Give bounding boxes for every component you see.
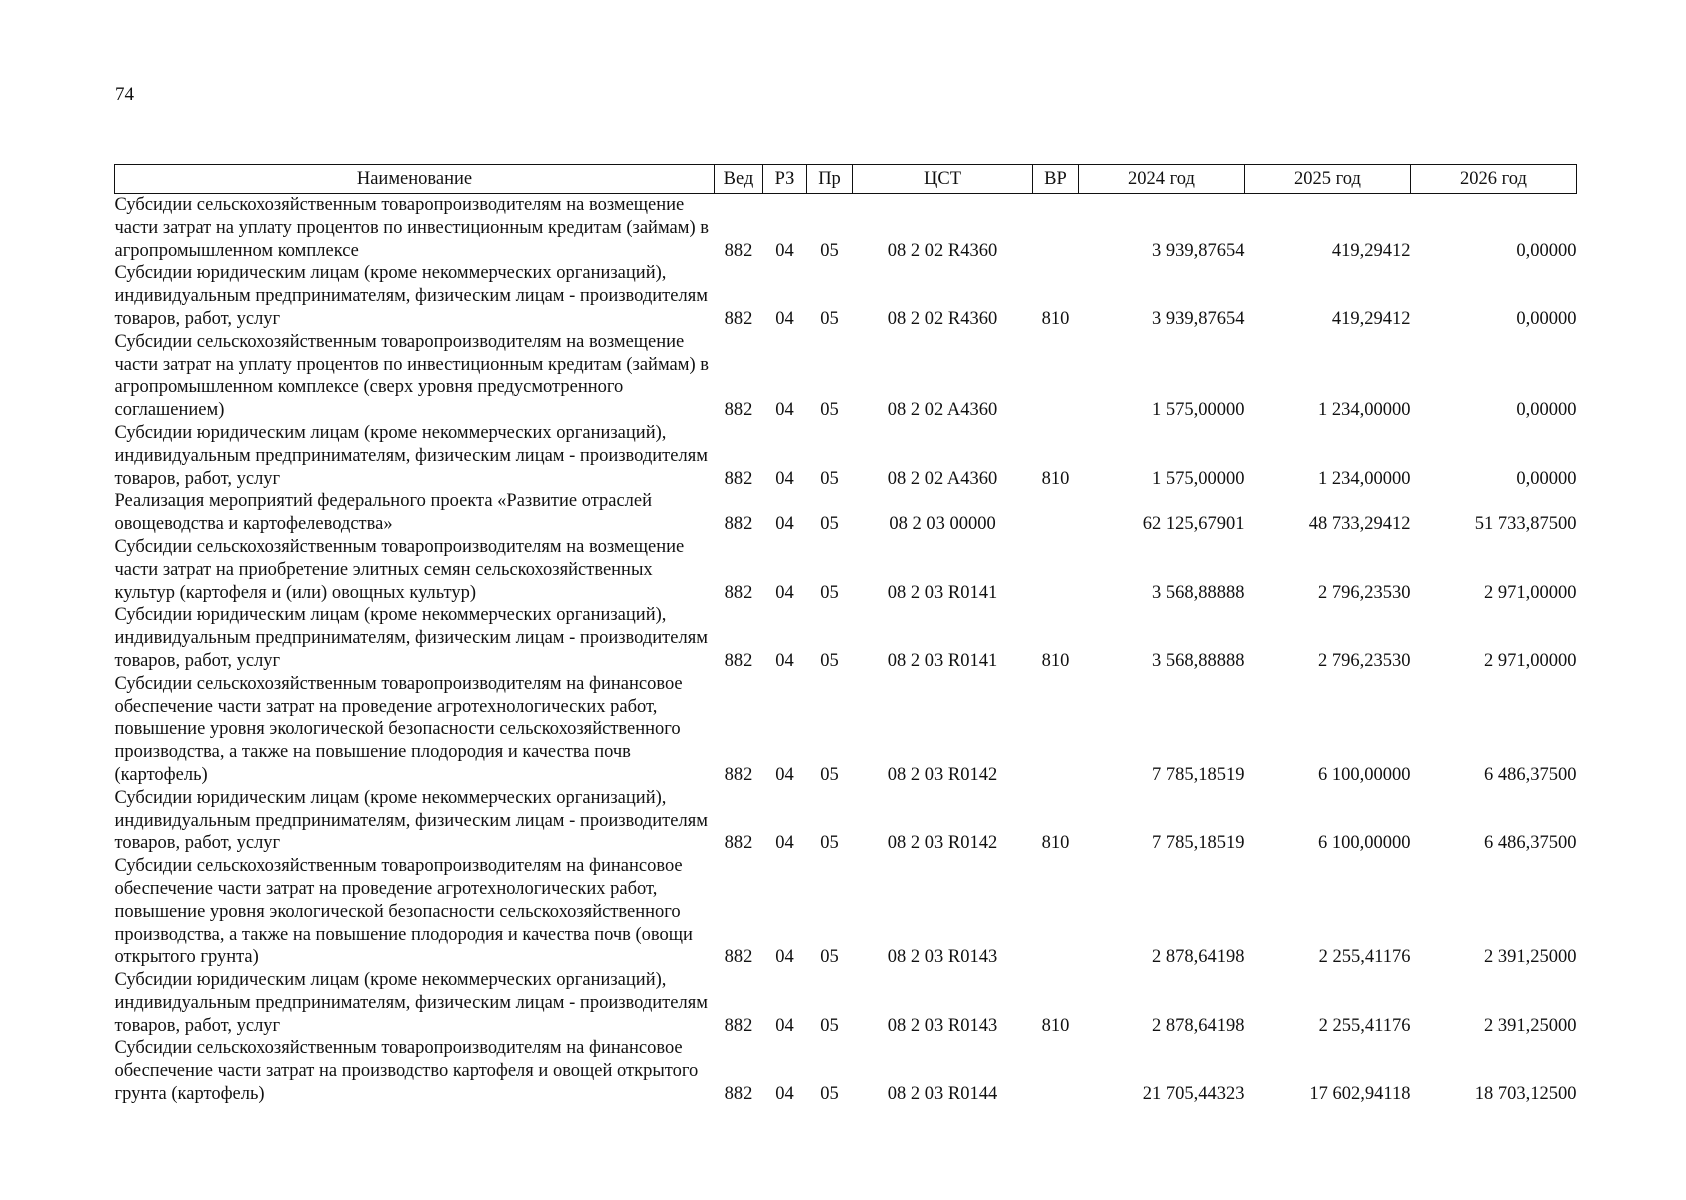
row-rz: 04 xyxy=(775,833,794,854)
row-vr: 810 xyxy=(1041,468,1070,489)
row-pr: 05 xyxy=(820,582,839,603)
row-rz: 04 xyxy=(775,650,794,671)
row-name: Субсидии юридическим лицам (кроме некоммерческих организаций), индивидуальным предпринимателям, физическим лицам - производителям товаров, работ, услуг xyxy=(114,422,708,489)
row-name: Реализация мероприятий федерального проекта «Развитие отраслей овощеводства и картофелеводства» xyxy=(114,491,653,535)
row-name: Субсидии сельскохозяйственным товаропроизводителям на финансовое обеспечение части затрат на проведение агротехнологических работ, повышение уровня экологической безопасности сельскохозяйственного производства, а также на повышение плодородия и качества почв (овощи открытого грунта) xyxy=(114,856,693,968)
row-name: Субсидии юридическим лицам (кроме некоммерческих организаций), индивидуальным предпринимателям, физическим лицам - производителям товаров, работ, услуг xyxy=(114,787,708,854)
row-vr xyxy=(1033,673,1079,787)
row-pr: 05 xyxy=(820,468,839,489)
row-vr: 810 xyxy=(1041,308,1070,329)
table-row xyxy=(115,536,1577,604)
row-cst: 08 2 03 00000 xyxy=(889,514,996,535)
row-2024: 7 785,18519 xyxy=(1152,764,1245,785)
row-2024: 7 785,18519 xyxy=(1152,833,1245,854)
row-rz: 04 xyxy=(775,947,794,968)
row-2024: 3 939,87654 xyxy=(1152,240,1245,261)
row-2025: 2 255,41176 xyxy=(1318,947,1411,968)
row-2024: 1 575,00000 xyxy=(1152,468,1245,489)
table-row xyxy=(115,262,1577,330)
row-2026: 0,00000 xyxy=(1516,400,1577,421)
row-ved: 882 xyxy=(724,764,753,785)
row-pr: 05 xyxy=(820,514,839,535)
row-2025: 48 733,29412 xyxy=(1308,514,1411,535)
header-2026: 2026 год xyxy=(1411,165,1577,194)
row-pr: 05 xyxy=(820,1084,839,1105)
table-row xyxy=(115,604,1577,672)
row-name: Субсидии юридическим лицам (кроме некоммерческих организаций), индивидуальным предпринимателям, физическим лицам - производителям товаров, работ, услуг xyxy=(114,263,708,329)
row-cst: 08 2 02 R4360 xyxy=(887,308,998,329)
row-vr xyxy=(1033,855,1079,969)
header-vr: ВР xyxy=(1033,165,1079,194)
row-2025: 6 100,00000 xyxy=(1318,833,1411,854)
row-name: Субсидии сельскохозяйственным товаропроизводителям на возмещение части затрат на уплату процентов по инвестиционным кредитам (займам) в агропромышленном комплексе xyxy=(114,195,709,261)
row-cst: 08 2 02 A4360 xyxy=(887,468,998,489)
row-vr xyxy=(1033,536,1079,604)
row-2025: 419,29412 xyxy=(1331,240,1411,261)
row-rz: 04 xyxy=(775,764,794,785)
table-row xyxy=(115,1037,1577,1105)
header-cst: ЦСТ xyxy=(853,165,1033,194)
row-ved: 882 xyxy=(724,833,753,854)
row-2026: 2 971,00000 xyxy=(1484,650,1577,671)
row-2025: 1 234,00000 xyxy=(1318,400,1411,421)
row-pr: 05 xyxy=(820,1015,839,1036)
row-pr: 05 xyxy=(820,764,839,785)
row-vr: 810 xyxy=(1041,1015,1070,1036)
row-vr xyxy=(1033,1037,1079,1105)
row-ved: 882 xyxy=(724,1015,753,1036)
row-cst: 08 2 03 R0141 xyxy=(887,582,998,603)
row-name: Субсидии сельскохозяйственным товаропроизводителям на возмещение части затрат на приобретение элитных семян сельскохозяйственных культур (картофеля и (или) овощных культур) xyxy=(114,536,685,603)
row-name: Субсидии юридическим лицам (кроме некоммерческих организаций), индивидуальным предпринимателям, физическим лицам - производителям товаров, работ, услуг xyxy=(114,605,708,671)
row-vr xyxy=(1033,331,1079,422)
budget-table xyxy=(114,164,1577,1106)
row-2025: 2 796,23530 xyxy=(1318,650,1411,671)
row-2026: 2 391,25000 xyxy=(1484,1015,1577,1036)
row-vr: 810 xyxy=(1041,833,1070,854)
row-ved: 882 xyxy=(724,400,753,421)
table-row xyxy=(115,422,1577,490)
table-body xyxy=(115,194,1577,1106)
table-row xyxy=(115,855,1577,969)
row-pr: 05 xyxy=(820,947,839,968)
row-ved: 882 xyxy=(724,650,753,671)
row-ved: 882 xyxy=(724,1084,753,1105)
header-pr: Пр xyxy=(807,165,853,194)
row-cst: 08 2 03 R0142 xyxy=(887,764,998,785)
row-2026: 2 971,00000 xyxy=(1484,582,1577,603)
row-name: Субсидии сельскохозяйственным товаропроизводителям на возмещение части затрат на уплату процентов по инвестиционным кредитам (займам) в агропромышленном комплексе (сверх уровня предусмотренного соглашением) xyxy=(114,331,709,421)
row-2026: 2 391,25000 xyxy=(1484,947,1577,968)
row-cst: 08 2 02 R4360 xyxy=(887,240,998,261)
row-2025: 2 796,23530 xyxy=(1318,582,1411,603)
row-rz: 04 xyxy=(775,468,794,489)
row-ved: 882 xyxy=(724,514,753,535)
page-number: 74 xyxy=(115,84,134,105)
row-vr xyxy=(1033,490,1079,536)
row-cst: 08 2 02 A4360 xyxy=(887,400,998,421)
row-2026: 51 733,87500 xyxy=(1474,514,1577,535)
row-2024: 3 939,87654 xyxy=(1152,308,1245,329)
row-cst: 08 2 03 R0144 xyxy=(887,1084,998,1105)
row-2024: 3 568,88888 xyxy=(1152,650,1245,671)
row-2026: 6 486,37500 xyxy=(1484,764,1577,785)
row-2025: 17 602,94118 xyxy=(1309,1084,1411,1105)
row-rz: 04 xyxy=(775,308,794,329)
row-2024: 21 705,44323 xyxy=(1142,1084,1245,1105)
row-name: Субсидии сельскохозяйственным товаропроизводителям на финансовое обеспечение части затрат на производство картофеля и овощей открытого грунта (картофель) xyxy=(114,1038,699,1105)
table-header-row xyxy=(115,165,1577,194)
row-2026: 0,00000 xyxy=(1516,240,1577,261)
row-2024: 62 125,67901 xyxy=(1142,514,1245,535)
row-rz: 04 xyxy=(775,514,794,535)
row-2024: 3 568,88888 xyxy=(1152,582,1245,603)
row-rz: 04 xyxy=(775,1084,794,1105)
row-2026: 6 486,37500 xyxy=(1484,833,1577,854)
row-pr: 05 xyxy=(820,240,839,261)
row-name: Субсидии сельскохозяйственным товаропроизводителям на финансовое обеспечение части затрат на проведение агротехнологических работ, повышение уровня экологической безопасности сельскохозяйственного производства, а также на повышение плодородия и качества почв (картофель) xyxy=(114,673,683,785)
row-2026: 0,00000 xyxy=(1516,468,1577,489)
row-pr: 05 xyxy=(820,833,839,854)
row-rz: 04 xyxy=(775,240,794,261)
row-ved: 882 xyxy=(724,947,753,968)
row-2025: 6 100,00000 xyxy=(1318,764,1411,785)
row-2025: 419,29412 xyxy=(1331,308,1411,329)
row-ved: 882 xyxy=(724,240,753,261)
table-row xyxy=(115,673,1577,787)
row-vr: 810 xyxy=(1041,650,1070,671)
row-ved: 882 xyxy=(724,308,753,329)
row-2024: 2 878,64198 xyxy=(1152,947,1245,968)
header-name: Наименование xyxy=(115,165,715,194)
row-2025: 2 255,41176 xyxy=(1318,1015,1411,1036)
table-row xyxy=(115,787,1577,855)
header-2025: 2025 год xyxy=(1245,165,1411,194)
row-ved: 882 xyxy=(724,468,753,489)
header-ved: Вед xyxy=(715,165,763,194)
row-cst: 08 2 03 R0143 xyxy=(887,947,998,968)
row-cst: 08 2 03 R0141 xyxy=(887,650,998,671)
table-row xyxy=(115,969,1577,1037)
row-2026: 0,00000 xyxy=(1516,308,1577,329)
row-pr: 05 xyxy=(820,650,839,671)
row-rz: 04 xyxy=(775,1015,794,1036)
row-name: Субсидии юридическим лицам (кроме некоммерческих организаций), индивидуальным предпринимателям, физическим лицам - производителям товаров, работ, услуг xyxy=(114,970,708,1036)
table-row xyxy=(115,490,1577,536)
header-2024: 2024 год xyxy=(1079,165,1245,194)
row-2026: 18 703,12500 xyxy=(1474,1084,1577,1105)
row-ved: 882 xyxy=(724,582,753,603)
table-row xyxy=(115,194,1577,263)
row-vr xyxy=(1033,194,1079,263)
row-2024: 2 878,64198 xyxy=(1152,1015,1245,1036)
row-rz: 04 xyxy=(775,582,794,603)
row-cst: 08 2 03 R0142 xyxy=(887,833,998,854)
header-rz: РЗ xyxy=(763,165,807,194)
row-rz: 04 xyxy=(775,400,794,421)
table-row xyxy=(115,331,1577,422)
row-2025: 1 234,00000 xyxy=(1318,468,1411,489)
row-2024: 1 575,00000 xyxy=(1152,400,1245,421)
row-cst: 08 2 03 R0143 xyxy=(887,1015,998,1036)
row-pr: 05 xyxy=(820,400,839,421)
row-pr: 05 xyxy=(820,308,839,329)
